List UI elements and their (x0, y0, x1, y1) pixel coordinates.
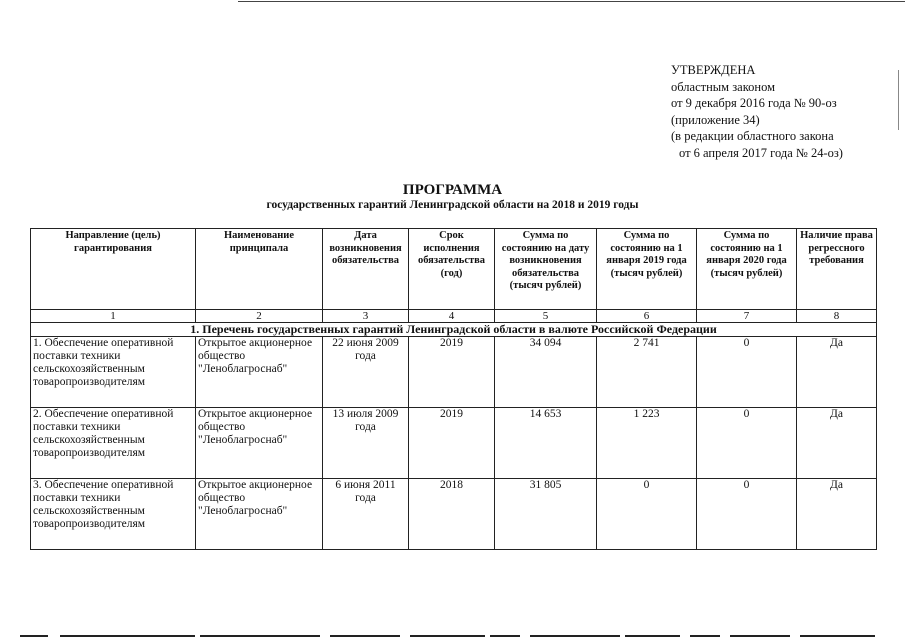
header-term: Срок исполнения обязательства (год) (409, 229, 495, 310)
cell-sum-2020: 0 (697, 479, 797, 550)
approval-line: УТВЕРЖДЕНА (671, 63, 756, 77)
approval-line: (в редакции областного закона (671, 129, 834, 143)
table-row (31, 337, 877, 408)
document-title: ПРОГРАММА (402, 182, 503, 198)
cell-date: 13 июля 2009 года (323, 408, 409, 479)
approval-line: (приложение 34) (671, 112, 760, 127)
cell-term: 2018 (409, 479, 495, 550)
approval-stamp (671, 62, 843, 161)
cell-principal: Открытое акционерное общество "Леноблагроснаб" (196, 479, 323, 550)
header-direction: Направление (цель) гарантирования (31, 229, 196, 310)
cell-regress: Да (797, 479, 877, 550)
header-date: Дата возникновения обязательства (323, 229, 409, 310)
scan-edge-mark (898, 70, 899, 130)
table-row (31, 408, 877, 479)
column-number: 6 (597, 310, 697, 323)
cell-direction: 3. Обеспечение оперативной поставки техники сельскохозяйственным товаропроизводителям (31, 479, 196, 550)
cell-principal: Открытое акционерное общество "Леноблагроснаб" (196, 408, 323, 479)
cell-regress: Да (797, 337, 877, 408)
guarantees-table (30, 228, 877, 550)
header-principal: Наименование принципала (196, 229, 323, 310)
column-number: 8 (797, 310, 877, 323)
approval-line: от 9 декабря 2016 года № 90-оз (671, 96, 837, 110)
table-row (31, 479, 877, 550)
cell-principal: Открытое акционерное общество "Леноблагроснаб" (196, 337, 323, 408)
column-number: 3 (323, 310, 409, 323)
header-sum-2019: Сумма по состоянию на 1 января 2019 года (тысяч рублей) (597, 229, 697, 310)
header-regress: Наличие права регрессного требования (797, 229, 877, 310)
scan-top-border (238, 1, 905, 2)
header-sum-origin: Сумма по состоянию на дату возникновения обязательства (тысяч рублей) (495, 229, 597, 310)
column-number: 4 (409, 310, 495, 323)
approval-line: от 6 апреля 2017 года № 24-оз) (679, 145, 843, 160)
column-number: 7 (697, 310, 797, 323)
cell-date: 6 июня 2011 года (323, 479, 409, 550)
cell-sum-2019: 1 223 (597, 408, 697, 479)
document-subtitle: государственных гарантий Ленинградской области на 2018 и 2019 годы (266, 199, 639, 211)
column-number: 2 (196, 310, 323, 323)
cell-term: 2019 (409, 408, 495, 479)
section-row (31, 323, 877, 337)
cell-sum-2020: 0 (697, 408, 797, 479)
cell-direction: 1. Обеспечение оперативной поставки техники сельскохозяйственным товаропроизводителям (31, 337, 196, 408)
scan-bottom-border (0, 635, 905, 638)
cell-term: 2019 (409, 337, 495, 408)
cell-direction: 2. Обеспечение оперативной поставки техники сельскохозяйственным товаропроизводителям (31, 408, 196, 479)
table-header-row (31, 229, 877, 310)
cell-sum-origin: 31 805 (495, 479, 597, 550)
cell-regress: Да (797, 408, 877, 479)
cell-date: 22 июня 2009 года (323, 337, 409, 408)
column-number: 5 (495, 310, 597, 323)
cell-sum-2019: 2 741 (597, 337, 697, 408)
cell-sum-origin: 14 653 (495, 408, 597, 479)
header-sum-2020: Сумма по состоянию на 1 января 2020 года (тысяч рублей) (697, 229, 797, 310)
column-number: 1 (31, 310, 196, 323)
cell-sum-2019: 0 (597, 479, 697, 550)
section-title: 1. Перечень государственных гарантий Ленинградской области в валюте Российской Федерации (31, 323, 877, 337)
column-number-row (31, 310, 877, 323)
approval-line: областным законом (671, 79, 776, 94)
cell-sum-2020: 0 (697, 337, 797, 408)
cell-sum-origin: 34 094 (495, 337, 597, 408)
